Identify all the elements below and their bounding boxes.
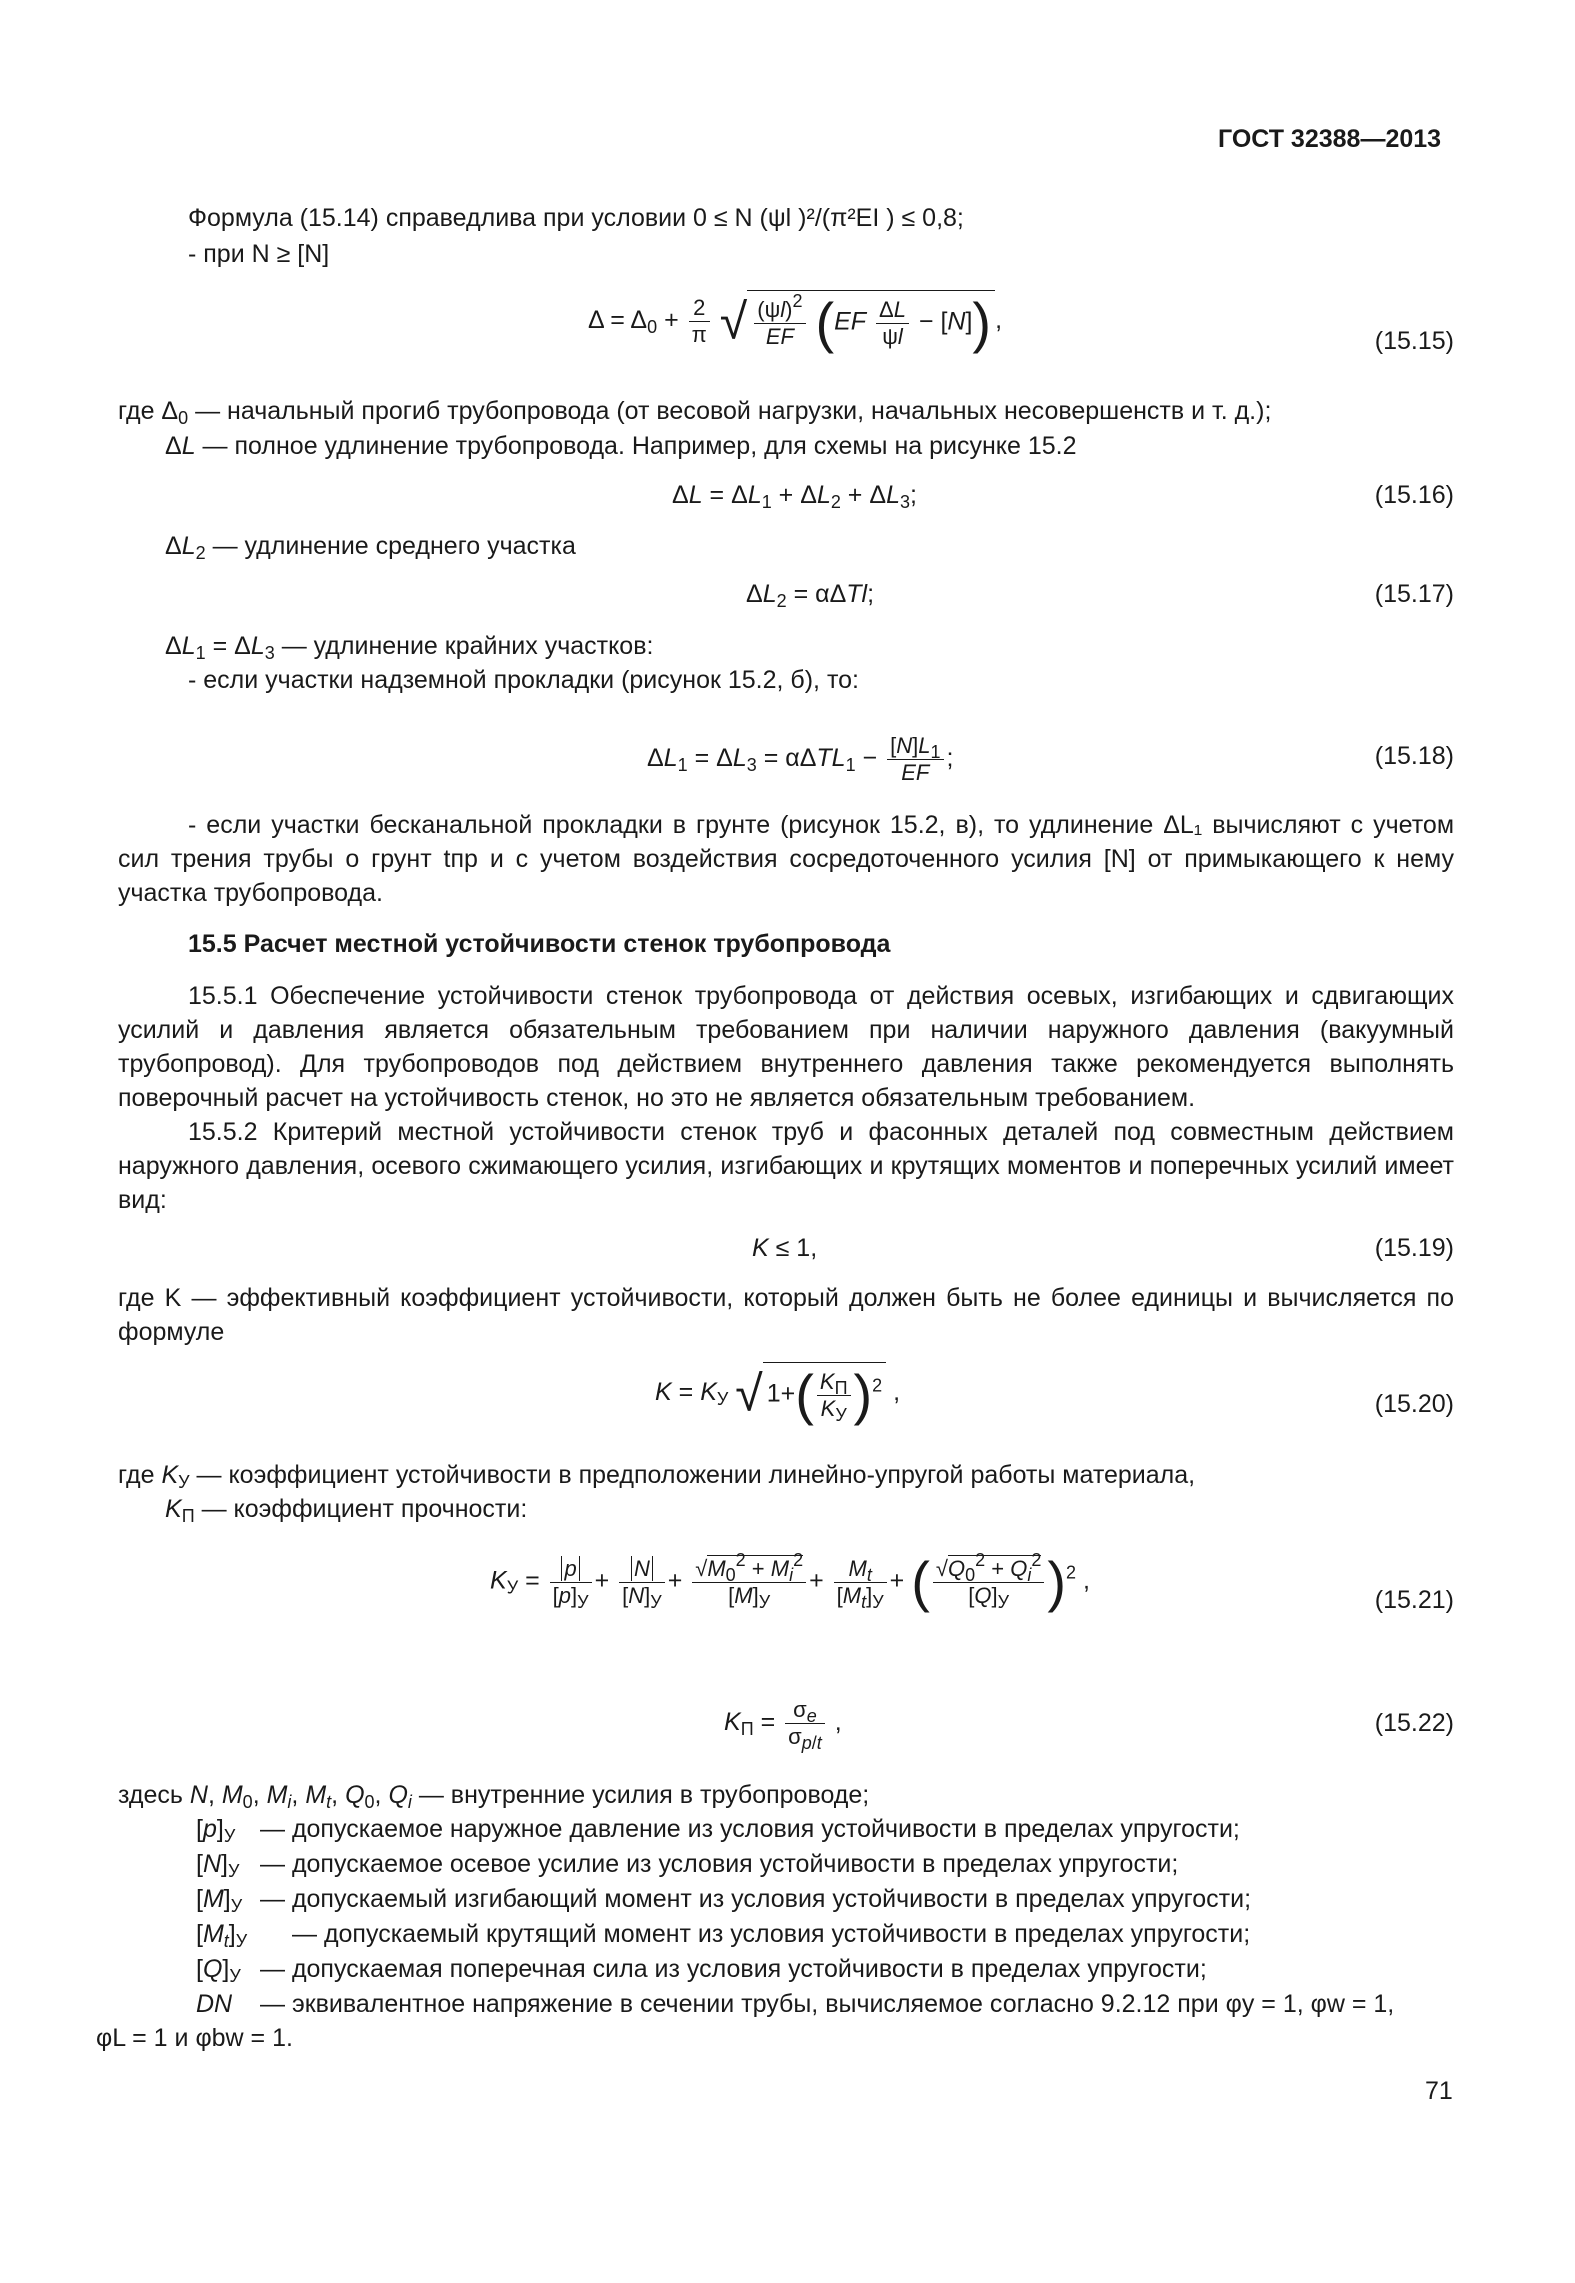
paragraph-15-5-1: 15.5.1 Обеспечение устойчивости стенок трубопровода от действия осевых, изгибающих и сдвигающих усилий и давления является обязательным требованием при наличии наружного давления (вакуумный трубопровод). Для трубопроводов под действием внутреннего давления также рекомендуется выполнять поверочный расчет на устойчивость стенок, но это не является обязательным требованием. — [118, 982, 1454, 1112]
here-forces-text: — внутренние усилия в трубопроводе; — [411, 1781, 870, 1809]
where-delta0-text: — начальный прогиб трубопровода (от весовой нагрузки, начальных несовершенств и т. д.); — [188, 397, 1272, 425]
eq-number-15-22: (15.22) — [1374, 1709, 1454, 1737]
where-K-paragraph: где K — эффективный коэффициент устойчивости, который должен быть не более единицы и вычисляется по формуле — [118, 1284, 1454, 1346]
deltaL2-line: $\Delta L_2$ — удлинение среднего участка — [165, 532, 576, 564]
section-title: 15.5 Расчет местной устойчивости стенок трубопровода — [188, 930, 891, 958]
condition-text: Формула (15.14) справедлива при условии 0 ≤ N (ψl )²/(π²EI ) ≤ 0,8; — [188, 204, 964, 232]
condition-line — [188, 203, 964, 233]
def-M-symbol: $[M]_У$ — [196, 1885, 243, 1917]
where-Ky-line: где $K_У$ — коэффициент устойчивости в предположении линейно-упругой работы материала, — [118, 1461, 1196, 1493]
Kp-def-line: $K_П$ — коэффициент прочности: — [165, 1495, 528, 1527]
eq-number-15-15: (15.15) — [1374, 327, 1454, 355]
equation-15-15: $\Delta = \Delta_0$ + $\frac{2}{\pi}$ √ $\frac{(\psi l)^2}{EF}$ (EF $\frac{\Delta L}{\psi l}$ − [N]) , — [588, 290, 1003, 354]
standard-header: ГОСТ 32388—2013 — [1218, 125, 1442, 153]
deltaL-text: — полное удлинение трубопровода. Например, для схемы на рисунке 15.2 — [195, 432, 1077, 460]
deltaL1-line: $\Delta L_1 = \Delta L_3$ — удлинение крайних участков: — [165, 632, 654, 664]
def-N-symbol: $[N]_У$ — [196, 1850, 240, 1882]
def-N-text: — допускаемое осевое усилие из условия устойчивости в пределах упругости; — [260, 1850, 1179, 1878]
equation-15-18: $\Delta L_1 = \Delta L_3 = \alpha\Delta TL_1$ − $\frac{[N]L_1}{EF}$ ; — [647, 733, 954, 785]
eq-number-15-18: (15.18) — [1374, 742, 1454, 770]
eq-number-15-21: (15.21) — [1374, 1586, 1454, 1614]
equation-15-21: $K_У$ = $\frac{p}{[p]_У}$ + $\frac{N}{[N]_У}$ + $\frac{√M_0^2 + M_i^2}{[M]_У}$ + $\frac{M_t}{[M_t]_У}$ + ( $\frac{√Q_0^2 + Q_i^2}{[Q]_У}$ )$^2$ , — [490, 1549, 1090, 1613]
Kp-def-text: — коэффициент прочности: — [194, 1495, 528, 1523]
eq-number-15-16: (15.16) — [1374, 481, 1454, 509]
deltaL1-text: — удлинение крайних участков: — [274, 632, 654, 660]
equation-15-17: $\Delta L_2 = \alpha\Delta Tl$; — [746, 580, 875, 612]
deltaL2-text: — удлинение среднего участка — [205, 532, 576, 560]
eq-number-15-20: (15.20) — [1374, 1390, 1454, 1418]
paragraph-15-5-2: 15.5.2 Критерий местной устойчивости стенок труб и фасонных деталей под совместным действием наружного давления, осевого сжимающего усилия, изгибающих и крутящих моментов и поперечных усилий имеет вид: — [118, 1118, 1454, 1214]
equation-15-16: $\Delta L = \Delta L_1 + \Delta L_2 + \Delta L_3$; — [672, 481, 917, 513]
def-p-text: — допускаемое наружное давление из условия устойчивости в пределах упругости; — [260, 1815, 1240, 1843]
fraction-2-pi: $\frac{2}{\pi}$ — [689, 295, 710, 348]
def-Mt-symbol: $[M_t]_У$ — [196, 1920, 248, 1952]
deltaL-line: ΔL — полное удлинение трубопровода. Например, для схемы на рисунке 15.2 — [165, 432, 1077, 460]
eq-number-15-17: (15.17) — [1374, 580, 1454, 608]
page-number: 71 — [1425, 2077, 1453, 2105]
where-delta0: где $\Delta_0$ — начальный прогиб трубопровода (от весовой нагрузки, начальных несовершенств и т. д.); — [118, 397, 1272, 429]
where-Ky-text: — коэффициент устойчивости в предположении линейно-упругой работы материала, — [189, 1461, 1196, 1489]
equation-15-20: $K = K_У$ √ 1+( $\frac{K_П}{K_У}$ )$^2$ , — [655, 1363, 901, 1426]
equation-15-19: K ≤ 1, — [752, 1234, 818, 1262]
here-forces-line: здесь N, $M_0$, $M_i$, $M_t$, $Q_0$, $Q_i$ — внутренние усилия в трубопроводе; — [118, 1781, 870, 1813]
def-M-text: — допускаемый изгибающий момент из условия устойчивости в пределах упругости; — [260, 1885, 1252, 1913]
def-Q-symbol: $[Q]_У$ — [196, 1955, 241, 1987]
def-DN-text: — эквивалентное напряжение в сечении трубы, вычисляемое согласно 9.2.12 при φy = 1, φw = 1, — [260, 1990, 1395, 2018]
equation-15-22: $K_П$ = $\frac{\sigma_e}{\sigma_{p/t}}$ , — [724, 1697, 842, 1754]
def-DN-continuation: φL = 1 и φbw = 1. — [96, 2024, 293, 2052]
case-line: - при N ≥ [N] — [188, 240, 330, 268]
def-DN-symbol: DN — [196, 1990, 233, 2018]
if-above-line: - если участки надземной прокладки (рисунок 15.2, б), то: — [188, 666, 859, 694]
eq-number-15-19: (15.19) — [1374, 1234, 1454, 1262]
def-p-symbol: $[p]_У$ — [196, 1815, 236, 1847]
def-Mt-text: — допускаемый крутящий момент из условия устойчивости в пределах упругости; — [292, 1920, 1251, 1948]
paragraph-buried: - если участки бесканальной прокладки в грунте (рисунок 15.2, в), то удлинение ΔL₁ вычисляют с учетом сил трения трубы о грунт tпр и с учетом воздействия сосредоточенного усилия [N] от примыкающего к нему участка трубопровода. — [118, 811, 1454, 907]
def-Q-text: — допускаемая поперечная сила из условия устойчивости в пределах упругости; — [260, 1955, 1207, 1983]
